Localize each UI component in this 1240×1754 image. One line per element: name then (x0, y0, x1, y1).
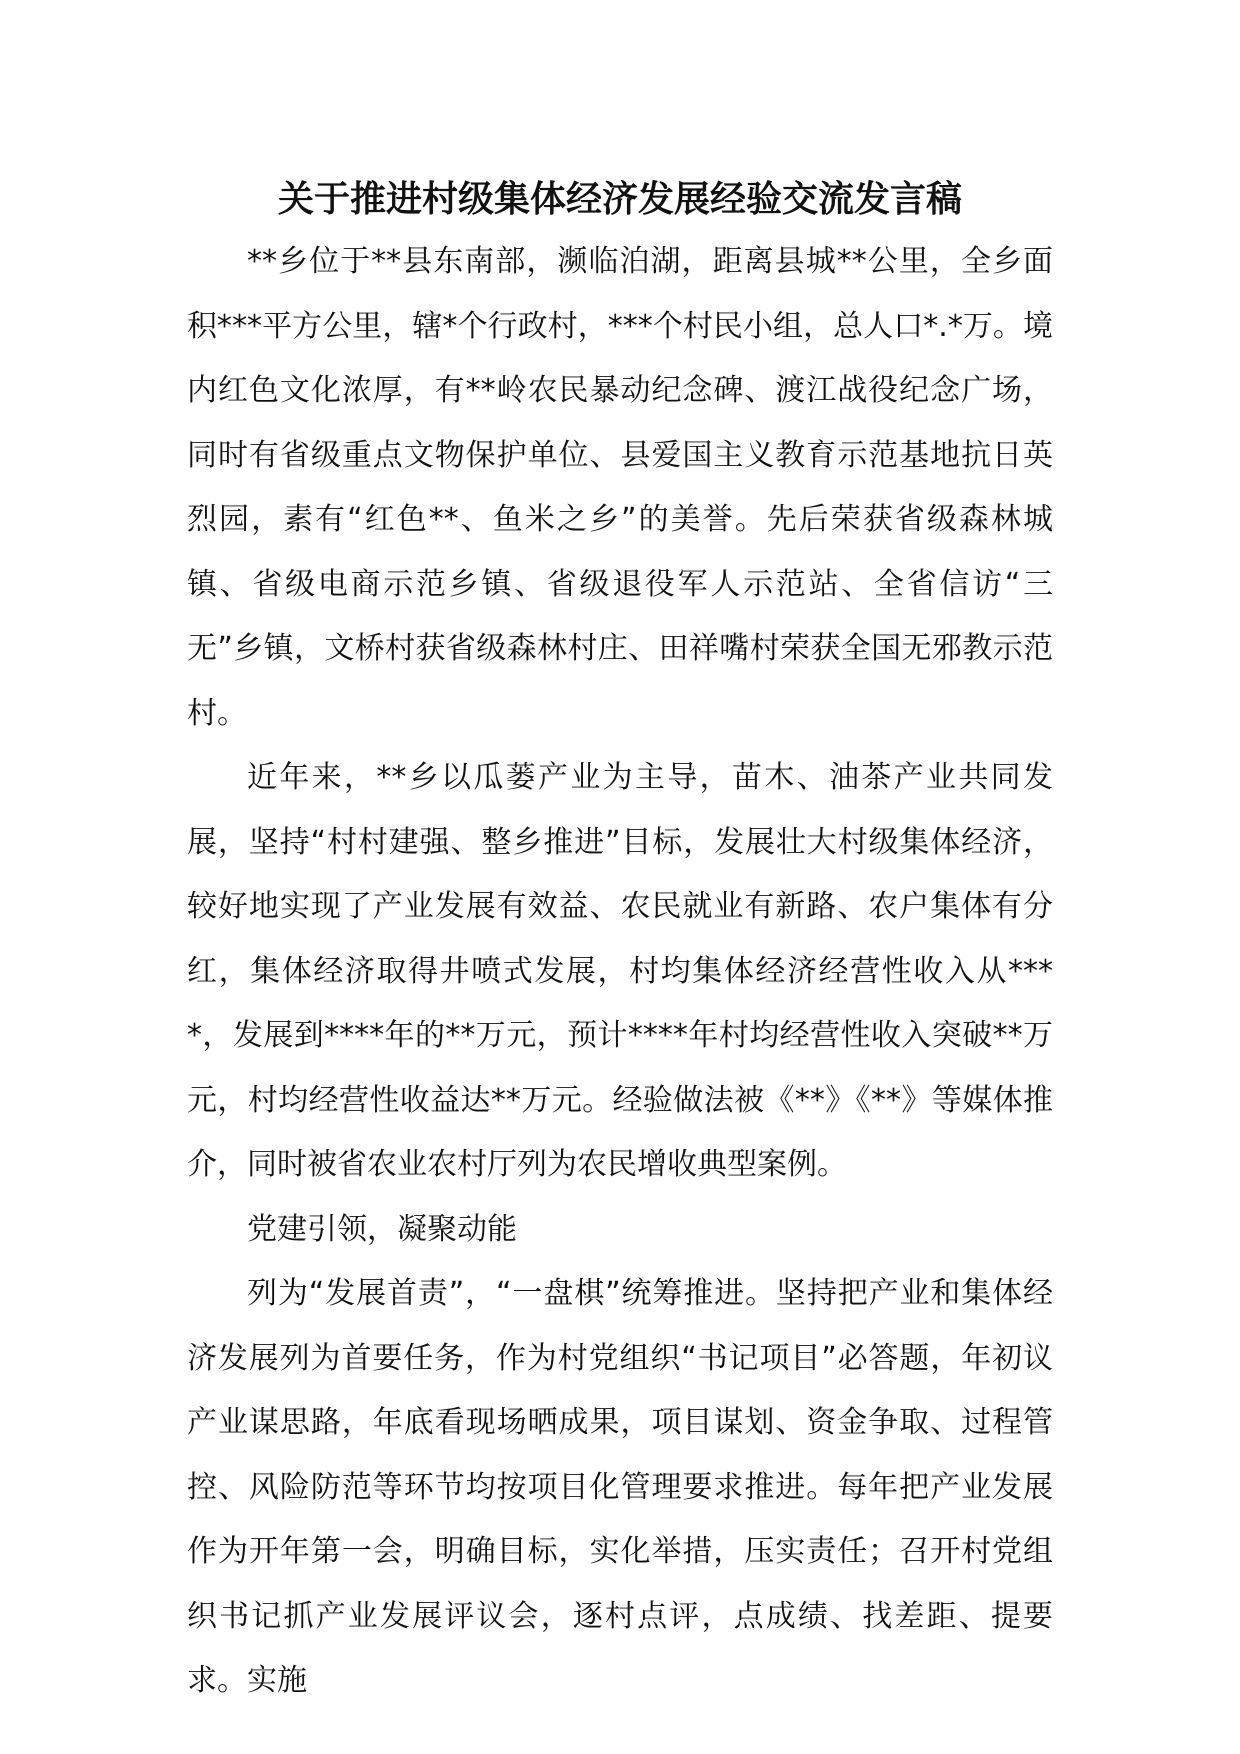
section-heading: 党建引领，凝聚动能 (247, 1211, 517, 1247)
paragraph-development: 近年来，**乡以瓜蒌产业为主导，苗木、油茶产业共同发展，坚持“村村建强、整乡推进”目标，发展壮大村级集体经济，较好地实现了产业发展有效益、农民就业有新路、农户集体有分红，集体经济取得井喷式发展，村均集体经济经营性收入从****，发展到****年的**万元，预计****年村均经营性收入突破**万元，村均经营性收益达**万元。经验做法被《**》《**》等媒体推介，同时被省农业农村厅列为农民增收典型案例。 (187, 760, 1053, 1182)
paragraph-section-body: 列为“发展首责”，“一盘棋”统筹推进。坚持把产业和集体经济发展列为首要任务，作为村党组织“书记项目”必答题，年初议产业谋思路，年底看现场晒成果，项目谋划、资金争取、过程管控、风险防范等环节均按项目化管理要求推进。每年把产业发展作为开年第一会，明确目标，实化举措，压实责任；召开村党组织书记抓产业发展评议会，逐村点评，点成绩、找差距、提要求。实施 (187, 1276, 1053, 1698)
document-title: 关于推进村级集体经济发展经验交流发言稿 (277, 179, 962, 220)
paragraph-intro: **乡位于**县东南部，濒临泊湖，距离县城**公里，全乡面积***平方公里，辖*个行政村，***个村民小组，总人口*.*万。境内红色文化浓厚，有**岭农民暴动纪念碑、渡江战役纪念广场，同时有省级重点文物保护单位、县爱国主义教育示范基地抗日英烈园，素有“红色**、鱼米之乡”的美誉。先后荣获省级森林城镇、省级电商示范乡镇、省级退役军人示范站、全省信访“三无”乡镇，文桥村获省级森林村庄、田祥嘴村荣获全国无邪教示范村。 (187, 244, 1053, 731)
document-body (187, 230, 1053, 1714)
